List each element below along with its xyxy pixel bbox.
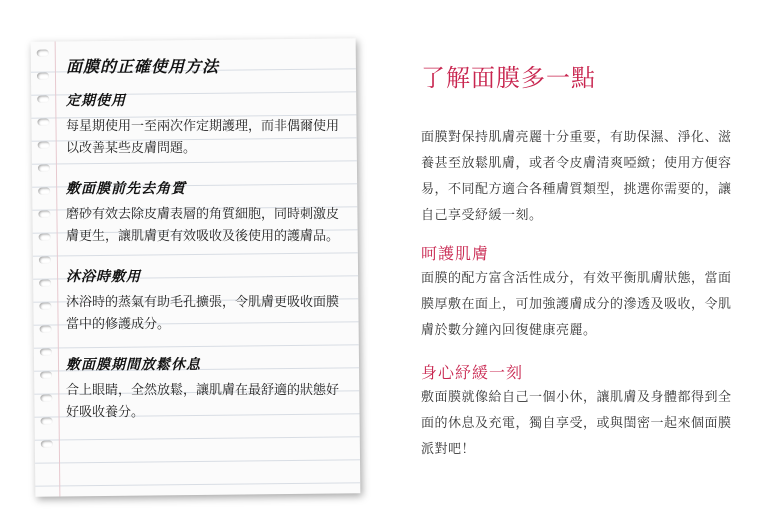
punch-hole — [40, 326, 52, 333]
punch-hole — [37, 73, 49, 80]
punch-hole — [41, 418, 53, 425]
punch-hole — [37, 96, 49, 103]
note-heading-shower: 沐浴時敷用 — [66, 269, 141, 285]
note-text-exfoliate: 磨砂有效去除皮膚表層的角質細胞，同時刺激皮膚更生，讓肌膚更有效吸收及後使用的護膚品。 — [66, 207, 340, 244]
punch-hole — [38, 142, 50, 149]
note-heading-relax: 敷面膜期間放鬆休息 — [66, 357, 201, 373]
note-text-shower: 沐浴時的蒸氣有助毛孔擴張，令肌膚更吸收面膜當中的修護成分。 — [66, 295, 340, 332]
punch-hole — [39, 257, 51, 264]
punch-hole — [39, 234, 51, 241]
punch-hole — [37, 50, 49, 57]
intro-text: 面膜對保持肌膚亮麗十分重要，有助保濕、淨化、滋養甚至放鬆肌膚，或者令皮膚清爽啞緻；使用方便容易，不同配方適合各種膚質類型，挑選你需要的，讓自己享受紓緩一刻。 — [421, 130, 732, 223]
info-column — [421, 58, 741, 479]
punch-hole — [40, 372, 52, 379]
punch-hole — [39, 303, 51, 310]
punch-hole — [38, 165, 50, 172]
punch-hole — [40, 349, 52, 356]
punch-hole — [39, 280, 51, 287]
section-text-skin-care: 面膜的配方富含活性成分，有效平衡肌膚狀態，當面膜厚敷在面上，可加強護膚成分的滲透及吸收，令肌膚於數分鐘內回復健康亮麗。 — [421, 271, 732, 338]
punch-hole — [37, 119, 49, 126]
paper-margin-line — [55, 41, 61, 496]
punch-hole — [38, 188, 50, 195]
usage-note — [66, 54, 351, 442]
note-heading-regular-use: 定期使用 — [66, 93, 126, 109]
note-text-regular-use: 每星期使用一至兩次作定期護理，而非偶爾使用以改善某些皮膚問題。 — [66, 119, 340, 156]
note-heading-exfoliate: 敷面膜前先去角質 — [66, 181, 186, 197]
punch-holes — [37, 50, 55, 464]
punch-hole — [38, 211, 50, 218]
punch-hole — [41, 441, 53, 448]
punch-hole — [40, 395, 52, 402]
section-heading-skin-care: 呵護肌膚 — [421, 244, 490, 263]
note-text-relax: 合上眼睛，全然放鬆，讓肌膚在最舒適的狀態好好吸收養分。 — [66, 383, 340, 420]
note-title: 面膜的正確使用方法 — [66, 57, 220, 76]
page-title: 了解面膜多一點 — [421, 64, 596, 92]
section-text-relax: 敷面膜就像給自己一個小休，讓肌膚及身體都得到全面的休息及充電，獨自享受，或與閨密一起來個面膜派對吧！ — [421, 390, 732, 457]
section-heading-relax: 身心紓緩一刻 — [421, 363, 524, 382]
